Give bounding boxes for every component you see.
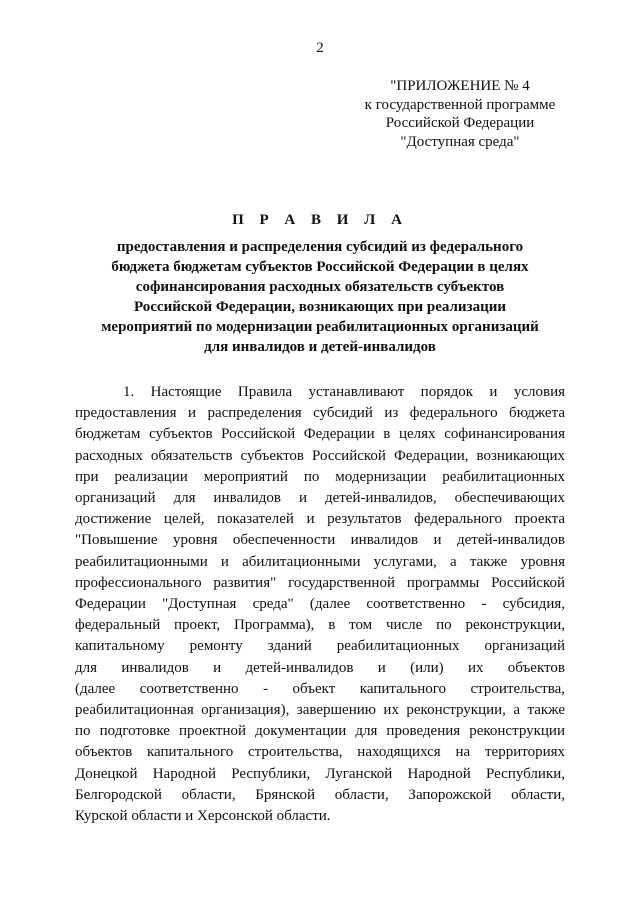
page-number: 2 xyxy=(316,40,324,56)
paragraph-line: Донецкой Народной Республики, Луганской Народной Республики, xyxy=(75,765,565,782)
subtitle-line: Российской Федерации, возникающих при реализации xyxy=(133,299,506,315)
paragraph-line: предоставления и распределения субсидий из федерального бюджета xyxy=(75,405,565,422)
subtitle-line: для инвалидов и детей-инвалидов xyxy=(204,339,436,355)
paragraph-line: реабилитационная организация), завершению их реконструкции, а также xyxy=(75,702,565,719)
appendix-header xyxy=(340,77,580,151)
paragraph-line: при реализации мероприятий по модернизации реабилитационных xyxy=(75,468,565,485)
paragraph-line: расходных обязательств субъектов Российской Федерации, возникающих xyxy=(75,447,565,464)
appendix-line: "Доступная среда" xyxy=(400,133,520,150)
subtitle-line: бюджета бюджетам субъектов Российской Федерации в целях xyxy=(111,259,529,275)
paragraph-line: организаций для инвалидов и детей-инвалидов, обеспечивающих xyxy=(75,490,565,507)
subtitle-line: софинансирования расходных обязательств субъектов xyxy=(135,279,505,295)
paragraph-line: объектов капитального строительства, находящихся на территориях xyxy=(75,744,565,761)
paragraph-line: реабилитационными и абилитационными услугами, а также уровня xyxy=(75,553,565,570)
paragraph-line: (далее соответственно - объект капитального строительства, xyxy=(75,680,565,697)
document-title: П Р А В И Л А xyxy=(232,212,408,228)
subtitle-line: предоставления и распределения субсидий из федерального xyxy=(116,239,524,255)
paragraph-line: достижение целей, показателей и результатов федерального проекта xyxy=(75,511,565,528)
appendix-line: Российской Федерации xyxy=(385,115,535,131)
paragraph-line: "Повышение уровня обеспеченности инвалидов и детей-инвалидов xyxy=(75,532,565,549)
subtitle-line: мероприятий по модернизации реабилитационных организаций xyxy=(101,319,539,335)
paragraph-line: Белгородской области, Брянской области, Запорожской области, xyxy=(75,786,565,803)
paragraph-line: 1. Настоящие Правила устанавливают порядок и условия xyxy=(123,384,565,400)
paragraph-line: федеральный проект, Программа), в том числе по реконструкции, xyxy=(75,617,565,634)
paragraph-line: Федерации "Доступная среда" (далее соответственно - субсидия, xyxy=(75,596,565,613)
paragraph-line: по подготовке проектной документации для проведения реконструкции xyxy=(75,723,565,740)
paragraph-line: бюджетам субъектов Российской Федерации в целях софинансирования xyxy=(75,426,565,443)
paragraph-line: профессионального развития" государственной программы Российской xyxy=(75,574,565,591)
paragraph-1 xyxy=(75,382,565,827)
paragraph-line: для инвалидов и детей-инвалидов и (или) их объектов xyxy=(75,659,565,676)
paragraph-line: капитальному ремонту зданий реабилитационных организаций xyxy=(75,638,565,655)
appendix-line: "ПРИЛОЖЕНИЕ № 4 xyxy=(390,78,530,94)
appendix-line: к государственной программе xyxy=(364,96,556,113)
document-subtitle xyxy=(60,237,580,357)
paragraph-line: Курской области и Херсонской области. xyxy=(75,808,331,825)
